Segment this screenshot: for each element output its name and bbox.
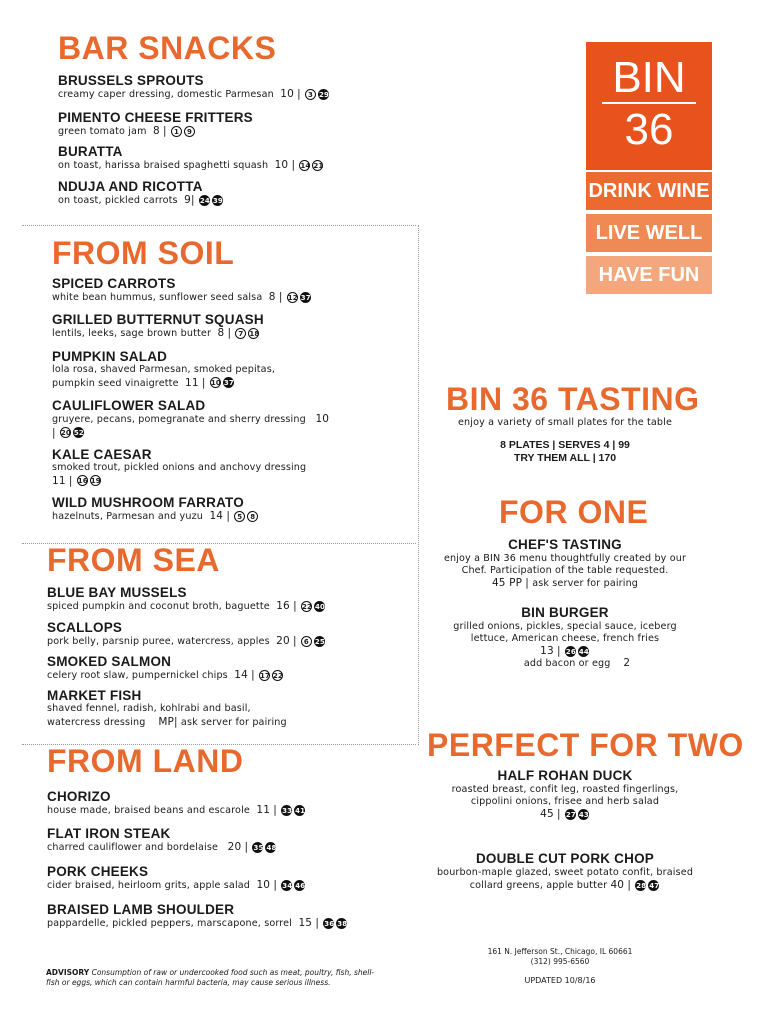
logo [586, 42, 712, 170]
item-desc: charred cauliflower and bordelaise 20 | 35 48 [47, 841, 277, 853]
item-addon: add bacon or egg 2 [523, 657, 631, 669]
section-title-for-one: FOR ONE [499, 494, 649, 530]
footer-phone: (312) 995-6560 [530, 957, 590, 966]
menu-item [58, 179, 224, 208]
menu-item [47, 789, 306, 818]
item-desc: shaved fennel, radish, kohlrabi and basil, [47, 703, 251, 714]
divider [22, 225, 416, 226]
item-desc: 13 | 26 44 [540, 645, 589, 657]
item-desc: Chef. Participation of the table requested. [461, 565, 669, 576]
item-desc: 45 PP | ask server for pairing [491, 577, 639, 589]
item-desc: pork belly, parsnip puree, watercress, apples 20 | 6 25 [47, 635, 325, 647]
item-desc: pappardelle, pickled peppers, marscapone, sorrel 15 | 36 38 [47, 917, 348, 929]
item-desc: lola rosa, shaved Parmesan, smoked pepitas, [52, 364, 276, 375]
item-desc: green tomato jam 8 | 1 9 [58, 125, 253, 139]
logo-line-2: 36 [624, 105, 674, 154]
section-title-from-land: FROM LAND [47, 743, 244, 779]
item-name: DOUBLE CUT PORK CHOP [475, 851, 654, 866]
item-desc: on toast, harissa braised spaghetti squash 10 | 14 21 [58, 159, 324, 171]
item-name: BLUE BAY MUSSELS [47, 585, 187, 600]
advisory-label: ADVISORY [46, 968, 90, 977]
item-desc: smoked trout, pickled onions and anchovy dressing [52, 462, 307, 473]
menu-item [47, 864, 306, 893]
menu-item [47, 620, 326, 649]
item-desc: roasted breast, confit leg, roasted fingerlings, [451, 784, 679, 795]
item-desc: on toast, pickled carrots 9| 24 39 [58, 194, 223, 206]
item-desc: creamy caper dressing, domestic Parmesan 10 | 3 29 [58, 88, 330, 100]
item-desc: bourbon-maple glazed, sweet potato confit, braised [436, 867, 694, 878]
logo-line-1: BIN [612, 53, 686, 102]
menu-item [52, 349, 275, 390]
item-desc: house made, braised beans and escarole 11 | 33 41 [47, 804, 306, 816]
tasting-sub: enjoy a variety of small plates for the table [457, 417, 673, 428]
item-desc: spiced pumpkin and coconut broth, baguette 16 | 22 40 [47, 600, 326, 612]
item-desc: pumpkin seed vinaigrette 11 | 10 37 [52, 376, 234, 389]
menu-item [47, 585, 326, 614]
item-desc: white bean hummus, sunflower seed salsa 8 | 12 37 [52, 291, 311, 303]
tagline-drink-wine: DRINK WINE [586, 172, 712, 210]
section-title-for-two: PERFECT FOR TWO [427, 727, 744, 763]
menu-item [47, 688, 287, 729]
item-name: FLAT IRON STEAK [47, 826, 171, 841]
tasting-line-2: TRY THEM ALL | 170 [513, 452, 617, 464]
footer-address: 161 N. Jefferson St., Chicago, IL 60661 [487, 947, 633, 956]
item-name: MARKET FISH [47, 688, 142, 703]
item-name: BIN BURGER [521, 605, 609, 620]
menu-item [47, 826, 277, 855]
item-name: BURATTA [58, 144, 123, 159]
divider [418, 225, 419, 745]
menu-item [58, 144, 324, 173]
item-name: CHORIZO [47, 789, 111, 804]
menu-item [52, 398, 329, 440]
item-name: NDUJA AND RICOTTA [58, 179, 203, 194]
section-title-tasting: BIN 36 TASTING [446, 381, 700, 417]
advisory: ADVISORY Consumption of raw or undercooked food such as meat, poultry, fish, shell- fish or eggs, which can contain harmful bacteria, may cause serious illness. [46, 968, 375, 987]
item-desc: celery root slaw, pumpernickel chips 14 | 17 22 [47, 669, 284, 681]
item-desc: 45 | 27 43 [540, 808, 589, 820]
tasting-line-1: 8 PLATES | SERVES 4 | 99 [500, 439, 630, 451]
item-name: CAULIFLOWER SALAD [52, 398, 206, 413]
item-desc: | 20 52 [52, 426, 84, 439]
item-desc: enjoy a BIN 36 menu thoughtfully created by our [443, 553, 687, 564]
item-name: CHEF'S TASTING [508, 537, 622, 552]
item-name: BRAISED LAMB SHOULDER [47, 902, 235, 917]
item-desc: cider braised, heirloom grits, apple salad 10 | 34 46 [47, 879, 306, 891]
section-title-bar-snacks: BAR SNACKS [58, 30, 277, 66]
menu-item [58, 110, 253, 139]
item-desc: lettuce, American cheese, french fries [470, 633, 660, 644]
item-desc: collard greens, apple butter 40 | 28 47 [469, 879, 660, 891]
menu-item [52, 447, 306, 488]
item-name: PORK CHEEKS [47, 864, 149, 879]
item-name: GRILLED BUTTERNUT SQUASH [52, 312, 264, 327]
menu-item [47, 902, 348, 931]
item-desc: watercress dressing MP| ask server for pairing [47, 715, 287, 728]
item-name: PUMPKIN SALAD [52, 349, 168, 364]
item-desc: gruyere, pecans, pomegranate and sherry dressing 10 [52, 413, 330, 425]
item-name: BRUSSELS SPROUTS [58, 73, 204, 88]
item-name: SMOKED SALMON [47, 654, 172, 669]
menu-item [47, 654, 284, 683]
menu-item [58, 73, 330, 102]
item-desc: lentils, leeks, sage brown butter 8 | 7 18 [52, 327, 260, 339]
logo-rule [602, 102, 696, 104]
item-name: HALF ROHAN DUCK [497, 768, 633, 783]
item-desc: grilled onions, pickles, special sauce, iceberg [453, 621, 677, 632]
item-name: PIMENTO CHEESE FRITTERS [58, 110, 253, 125]
footer-updated: UPDATED 10/8/16 [524, 976, 596, 985]
item-name: KALE CAESAR [52, 447, 152, 462]
item-name: SCALLOPS [47, 620, 123, 635]
tagline-have-fun: HAVE FUN [586, 256, 712, 294]
section-title-from-sea: FROM SEA [47, 542, 220, 578]
menu-item [52, 276, 312, 305]
item-name: SPICED CARROTS [52, 276, 176, 291]
tagline-live-well: LIVE WELL [586, 214, 712, 252]
item-name: WILD MUSHROOM FARRATO [52, 495, 244, 510]
item-desc: hazelnuts, Parmesan and yuzu 14 | 5 8 [52, 510, 259, 524]
menu-item [52, 312, 264, 341]
menu-item [52, 495, 259, 524]
item-desc: cippolini onions, frisee and herb salad [470, 796, 660, 807]
item-desc: 11 | 16 19 [52, 474, 101, 487]
section-title-from-soil: FROM SOIL [52, 235, 235, 271]
